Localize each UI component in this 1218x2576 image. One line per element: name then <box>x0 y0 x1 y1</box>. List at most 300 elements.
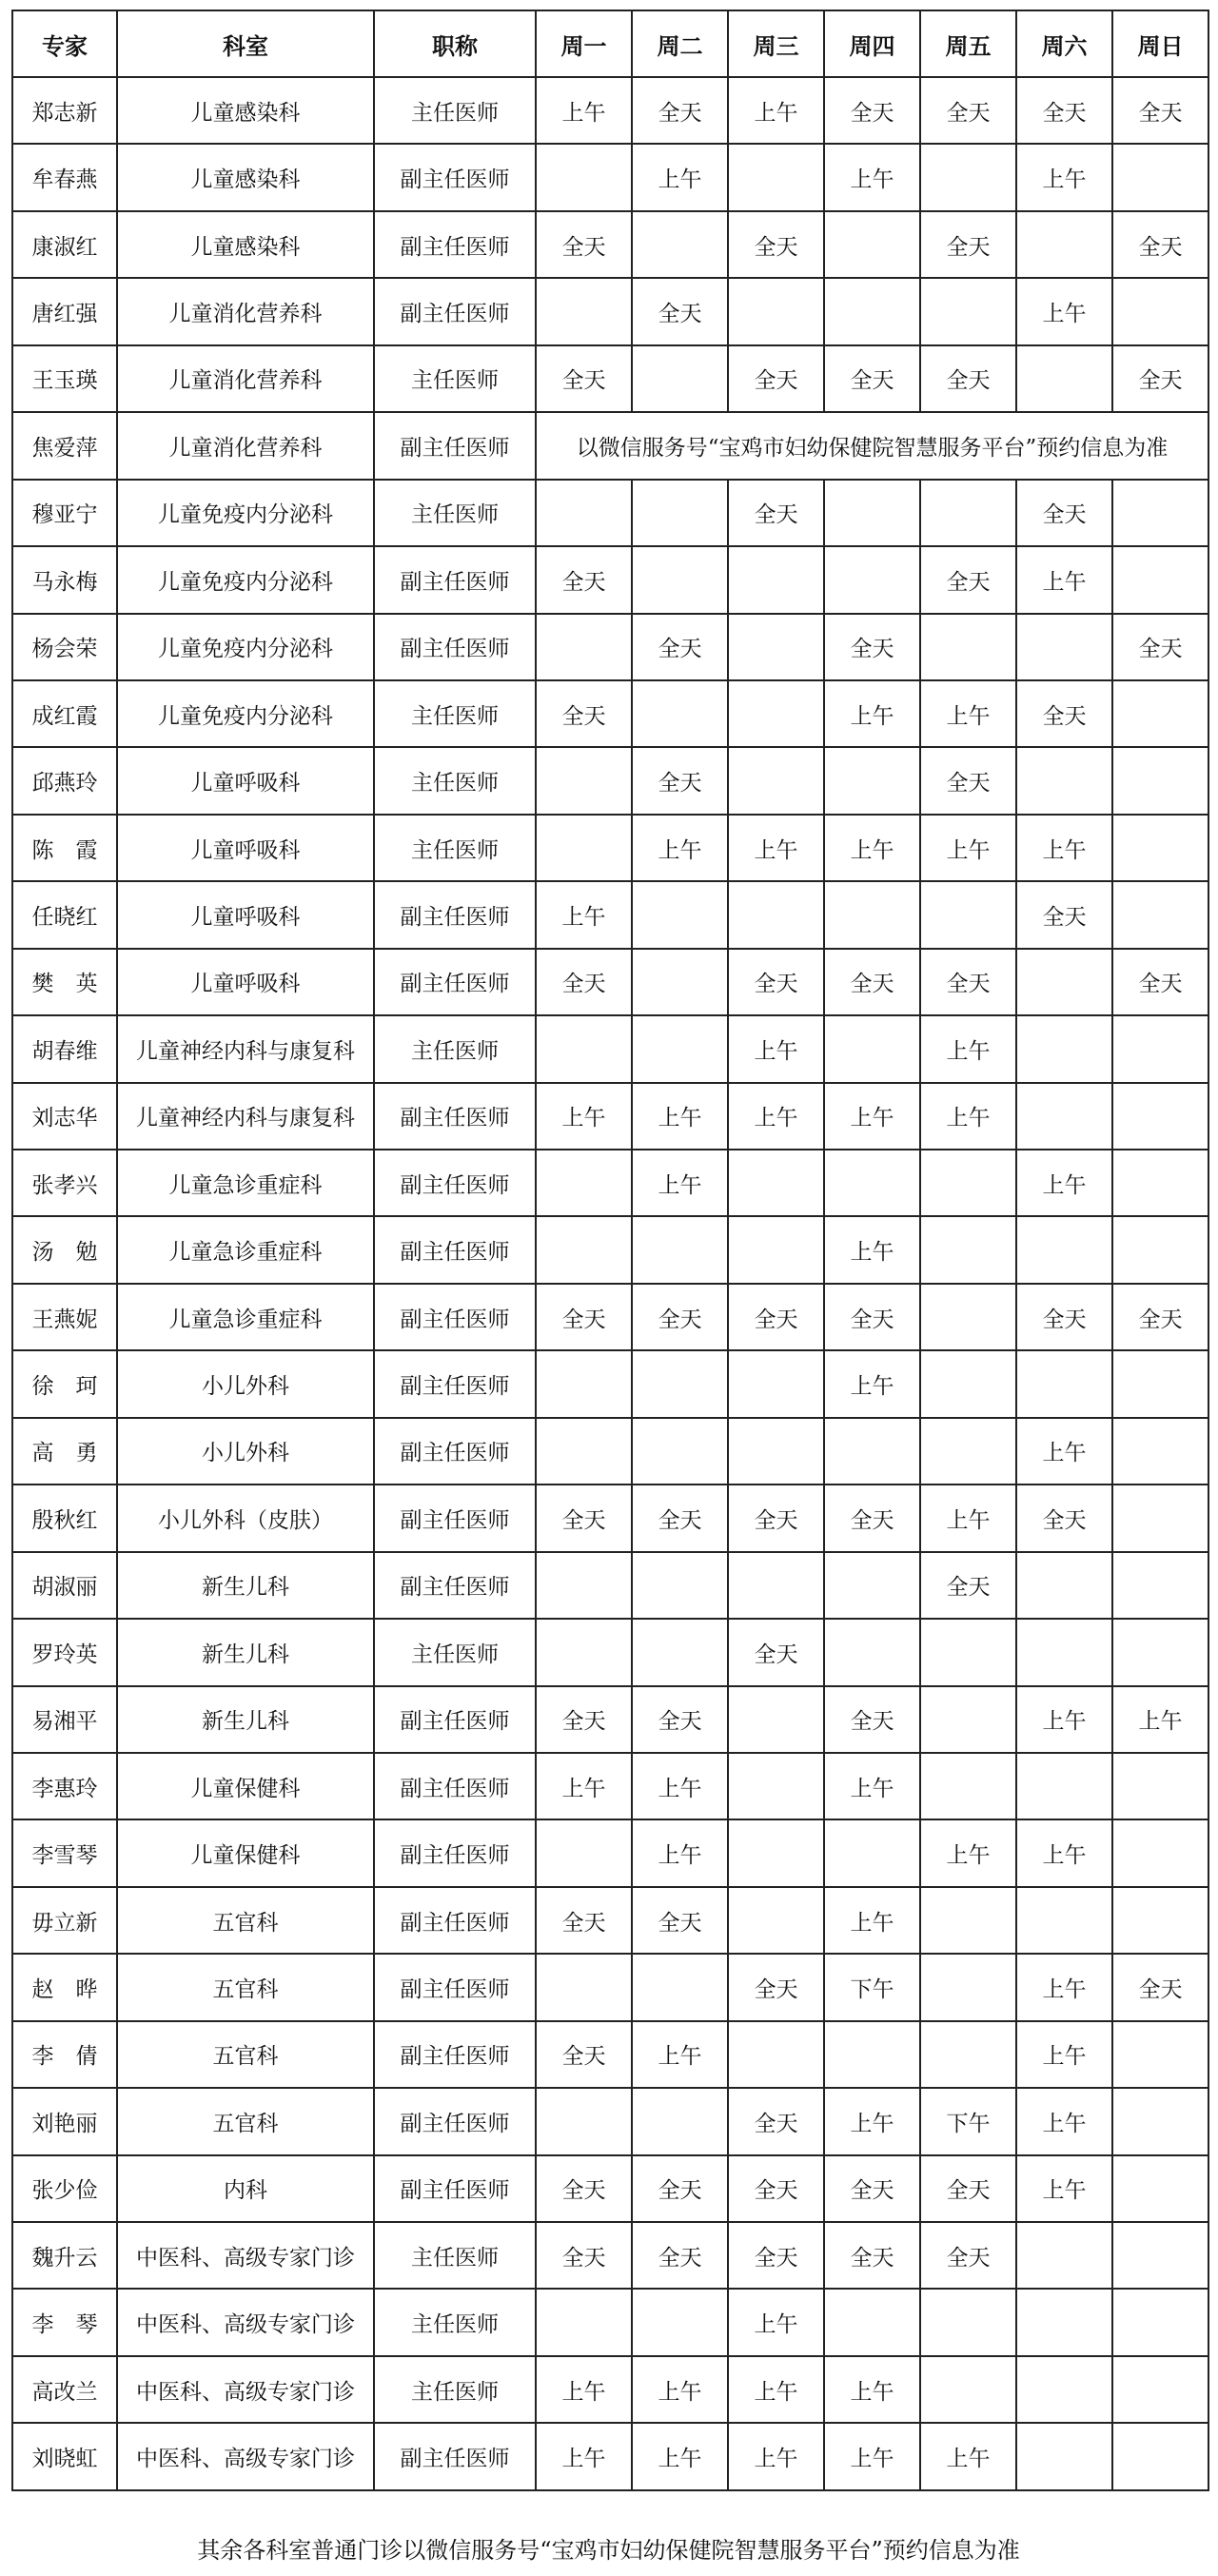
table-row <box>12 480 1208 546</box>
slot-monday <box>536 1552 632 1619</box>
table-row <box>12 1485 1208 1551</box>
header-department: 科室 <box>117 10 374 77</box>
slot-tuesday: 上午 <box>632 2021 728 2088</box>
slot-saturday: 上午 <box>1016 1150 1112 1216</box>
department: 儿童消化营养科 <box>117 278 374 344</box>
slot-sunday <box>1112 2423 1208 2489</box>
slot-saturday: 上午 <box>1016 815 1112 881</box>
slot-tuesday: 上午 <box>632 1819 728 1886</box>
slot-friday: 全天 <box>920 2155 1016 2222</box>
slot-tuesday: 上午 <box>632 1753 728 1819</box>
slot-thursday: 上午 <box>824 815 920 881</box>
slot-wednesday: 上午 <box>728 815 824 881</box>
table-row <box>12 1083 1208 1150</box>
slot-monday: 全天 <box>536 949 632 1015</box>
department: 儿童感染科 <box>117 144 374 210</box>
department: 儿童保健科 <box>117 1819 374 1886</box>
slot-saturday: 全天 <box>1016 881 1112 948</box>
title-rank: 副主任医师 <box>374 1216 536 1283</box>
table-row <box>12 2021 1208 2088</box>
table-header-row <box>12 10 1208 77</box>
slot-tuesday: 全天 <box>632 1887 728 1954</box>
title-rank: 副主任医师 <box>374 1819 536 1886</box>
table-row <box>12 1284 1208 1350</box>
slot-monday: 全天 <box>536 2155 632 2222</box>
slot-thursday <box>824 278 920 344</box>
slot-tuesday: 上午 <box>632 2356 728 2423</box>
slot-saturday: 上午 <box>1016 144 1112 210</box>
slot-thursday: 上午 <box>824 1216 920 1283</box>
slot-friday <box>920 278 1016 344</box>
department: 儿童急诊重症科 <box>117 1284 374 1350</box>
slot-friday: 全天 <box>920 747 1016 814</box>
slot-monday: 全天 <box>536 345 632 412</box>
slot-saturday <box>1016 345 1112 412</box>
department: 儿童呼吸科 <box>117 881 374 948</box>
expert-name: 唐红强 <box>12 278 117 344</box>
slot-thursday <box>824 1150 920 1216</box>
slot-tuesday: 全天 <box>632 77 728 144</box>
slot-monday: 全天 <box>536 1485 632 1551</box>
slot-thursday <box>824 881 920 948</box>
slot-wednesday: 上午 <box>728 2423 824 2489</box>
slot-thursday: 全天 <box>824 2222 920 2289</box>
slot-monday: 全天 <box>536 1686 632 1753</box>
slot-monday <box>536 1350 632 1417</box>
slot-tuesday <box>632 480 728 546</box>
expert-name: 李雪琴 <box>12 1819 117 1886</box>
slot-friday <box>920 2289 1016 2355</box>
slot-monday: 上午 <box>536 1753 632 1819</box>
expert-name: 胡淑丽 <box>12 1552 117 1619</box>
slot-tuesday <box>632 881 728 948</box>
title-rank: 副主任医师 <box>374 1485 536 1551</box>
expert-name: 李 倩 <box>12 2021 117 2088</box>
slot-monday: 上午 <box>536 77 632 144</box>
slot-saturday: 上午 <box>1016 1418 1112 1485</box>
slot-thursday: 全天 <box>824 614 920 680</box>
slot-tuesday: 全天 <box>632 1284 728 1350</box>
slot-wednesday: 全天 <box>728 2222 824 2289</box>
slot-monday: 上午 <box>536 1083 632 1150</box>
header-thursday: 周四 <box>824 10 920 77</box>
slot-tuesday: 全天 <box>632 747 728 814</box>
slot-wednesday: 全天 <box>728 949 824 1015</box>
slot-tuesday <box>632 1552 728 1619</box>
expert-name: 刘晓虹 <box>12 2423 117 2489</box>
slot-friday <box>920 2356 1016 2423</box>
expert-name: 任晓红 <box>12 881 117 948</box>
title-rank: 副主任医师 <box>374 412 536 479</box>
title-rank: 主任医师 <box>374 1015 536 1082</box>
slot-saturday: 上午 <box>1016 2021 1112 2088</box>
slot-friday: 全天 <box>920 949 1016 1015</box>
slot-sunday <box>1112 2222 1208 2289</box>
expert-name: 张少俭 <box>12 2155 117 2222</box>
table-row <box>12 1418 1208 1485</box>
slot-monday <box>536 1216 632 1283</box>
slot-thursday: 上午 <box>824 680 920 747</box>
slot-saturday <box>1016 1552 1112 1619</box>
title-rank: 主任医师 <box>374 1619 536 1685</box>
slot-tuesday <box>632 949 728 1015</box>
slot-monday <box>536 2088 632 2154</box>
slot-monday: 上午 <box>536 2356 632 2423</box>
table-row <box>12 680 1208 747</box>
slot-monday <box>536 1418 632 1485</box>
slot-tuesday <box>632 1954 728 2020</box>
slot-monday: 全天 <box>536 1284 632 1350</box>
slot-tuesday: 上午 <box>632 1083 728 1150</box>
slot-thursday: 全天 <box>824 1686 920 1753</box>
expert-schedule-table <box>11 10 1209 2491</box>
table-row <box>12 2423 1208 2489</box>
slot-thursday: 上午 <box>824 1083 920 1150</box>
slot-friday: 全天 <box>920 345 1016 412</box>
slot-tuesday <box>632 1015 728 1082</box>
department: 儿童呼吸科 <box>117 815 374 881</box>
slot-thursday <box>824 1552 920 1619</box>
slot-wednesday <box>728 614 824 680</box>
slot-sunday <box>1112 1887 1208 1954</box>
title-rank: 副主任医师 <box>374 1150 536 1216</box>
slot-tuesday <box>632 2088 728 2154</box>
department: 新生儿科 <box>117 1686 374 1753</box>
slot-friday <box>920 881 1016 948</box>
department: 儿童神经内科与康复科 <box>117 1015 374 1082</box>
slot-wednesday: 全天 <box>728 345 824 412</box>
slot-friday: 上午 <box>920 1485 1016 1551</box>
table-row <box>12 1015 1208 1082</box>
table-row <box>12 1350 1208 1417</box>
slot-tuesday <box>632 1418 728 1485</box>
table-row <box>12 2088 1208 2154</box>
slot-sunday <box>1112 480 1208 546</box>
slot-thursday: 上午 <box>824 144 920 210</box>
slot-sunday <box>1112 278 1208 344</box>
expert-name: 罗玲英 <box>12 1619 117 1685</box>
slot-saturday: 上午 <box>1016 1819 1112 1886</box>
table-row <box>12 949 1208 1015</box>
slot-sunday <box>1112 1350 1208 1417</box>
expert-name: 康淑红 <box>12 211 117 278</box>
title-rank: 副主任医师 <box>374 1686 536 1753</box>
header-saturday: 周六 <box>1016 10 1112 77</box>
slot-thursday: 上午 <box>824 2088 920 2154</box>
slot-saturday: 上午 <box>1016 1954 1112 2020</box>
slot-wednesday: 全天 <box>728 1954 824 2020</box>
slot-friday: 全天 <box>920 77 1016 144</box>
slot-wednesday: 全天 <box>728 2088 824 2154</box>
title-rank: 副主任医师 <box>374 1418 536 1485</box>
expert-name: 成红霞 <box>12 680 117 747</box>
department: 儿童感染科 <box>117 77 374 144</box>
slot-sunday <box>1112 1485 1208 1551</box>
slot-monday <box>536 1819 632 1886</box>
expert-name: 徐 珂 <box>12 1350 117 1417</box>
slot-saturday: 全天 <box>1016 680 1112 747</box>
table-row <box>12 1887 1208 1954</box>
slot-wednesday <box>728 1216 824 1283</box>
slot-saturday: 全天 <box>1016 1284 1112 1350</box>
department: 儿童感染科 <box>117 211 374 278</box>
slot-thursday: 全天 <box>824 949 920 1015</box>
table-row <box>12 1619 1208 1685</box>
slot-wednesday <box>728 1887 824 1954</box>
slot-monday <box>536 1015 632 1082</box>
title-rank: 副主任医师 <box>374 2155 536 2222</box>
table-row <box>12 144 1208 210</box>
slot-thursday: 全天 <box>824 1485 920 1551</box>
slot-thursday: 上午 <box>824 2423 920 2489</box>
department: 儿童消化营养科 <box>117 345 374 412</box>
title-rank: 副主任医师 <box>374 2021 536 2088</box>
slot-saturday <box>1016 2356 1112 2423</box>
title-rank: 主任医师 <box>374 680 536 747</box>
slot-friday <box>920 2021 1016 2088</box>
slot-friday <box>920 1418 1016 1485</box>
expert-name: 穆亚宁 <box>12 480 117 546</box>
slot-thursday <box>824 2021 920 2088</box>
title-rank: 主任医师 <box>374 2289 536 2355</box>
slot-saturday <box>1016 1753 1112 1819</box>
slot-monday <box>536 815 632 881</box>
slot-friday <box>920 480 1016 546</box>
slot-saturday <box>1016 2289 1112 2355</box>
slot-sunday <box>1112 2289 1208 2355</box>
slot-thursday: 上午 <box>824 1753 920 1819</box>
slot-wednesday <box>728 747 824 814</box>
slot-sunday: 全天 <box>1112 1954 1208 2020</box>
expert-name: 焦爱萍 <box>12 412 117 479</box>
slot-wednesday: 全天 <box>728 480 824 546</box>
slot-thursday: 全天 <box>824 2155 920 2222</box>
department: 儿童保健科 <box>117 1753 374 1819</box>
table-row <box>12 1753 1208 1819</box>
slot-sunday <box>1112 1552 1208 1619</box>
table-row <box>12 2356 1208 2423</box>
slot-wednesday <box>728 1150 824 1216</box>
slot-thursday <box>824 546 920 613</box>
slot-sunday <box>1112 1150 1208 1216</box>
slot-tuesday <box>632 1350 728 1417</box>
slot-saturday <box>1016 2222 1112 2289</box>
expert-name: 李 琴 <box>12 2289 117 2355</box>
expert-name: 陈 霞 <box>12 815 117 881</box>
slot-monday: 全天 <box>536 211 632 278</box>
slot-tuesday <box>632 211 728 278</box>
slot-wednesday: 上午 <box>728 77 824 144</box>
department: 内科 <box>117 2155 374 2222</box>
department: 五官科 <box>117 1954 374 2020</box>
slot-wednesday: 上午 <box>728 1015 824 1082</box>
department: 小儿外科 <box>117 1418 374 1485</box>
slot-friday <box>920 1753 1016 1819</box>
slot-saturday: 上午 <box>1016 2088 1112 2154</box>
department: 儿童呼吸科 <box>117 949 374 1015</box>
title-rank: 副主任医师 <box>374 1552 536 1619</box>
title-rank: 主任医师 <box>374 345 536 412</box>
slot-saturday <box>1016 1216 1112 1283</box>
table-row <box>12 278 1208 344</box>
header-title: 职称 <box>374 10 536 77</box>
slot-thursday <box>824 1819 920 1886</box>
slot-saturday: 上午 <box>1016 1686 1112 1753</box>
slot-wednesday <box>728 680 824 747</box>
slot-friday <box>920 614 1016 680</box>
slot-wednesday: 全天 <box>728 1485 824 1551</box>
slot-friday: 上午 <box>920 1819 1016 1886</box>
department: 儿童急诊重症科 <box>117 1216 374 1283</box>
slot-thursday: 全天 <box>824 77 920 144</box>
slot-sunday: 全天 <box>1112 614 1208 680</box>
slot-sunday <box>1112 1819 1208 1886</box>
slot-saturday <box>1016 1619 1112 1685</box>
table-row <box>12 881 1208 948</box>
slot-friday <box>920 1954 1016 2020</box>
title-rank: 副主任医师 <box>374 546 536 613</box>
slot-wednesday <box>728 1686 824 1753</box>
slot-saturday <box>1016 614 1112 680</box>
title-rank: 副主任医师 <box>374 614 536 680</box>
slot-tuesday <box>632 680 728 747</box>
slot-saturday <box>1016 1887 1112 1954</box>
slot-tuesday: 全天 <box>632 2155 728 2222</box>
title-rank: 副主任医师 <box>374 1887 536 1954</box>
slot-wednesday: 上午 <box>728 2289 824 2355</box>
slot-sunday <box>1112 1216 1208 1283</box>
slot-monday: 上午 <box>536 2423 632 2489</box>
expert-name: 邱燕玲 <box>12 747 117 814</box>
title-rank: 副主任医师 <box>374 949 536 1015</box>
slot-sunday <box>1112 2021 1208 2088</box>
slot-friday: 上午 <box>920 1015 1016 1082</box>
table-row <box>12 2222 1208 2289</box>
slot-thursday: 上午 <box>824 1350 920 1417</box>
slot-friday: 全天 <box>920 546 1016 613</box>
table-row <box>12 1216 1208 1283</box>
department: 新生儿科 <box>117 1552 374 1619</box>
slot-sunday: 全天 <box>1112 949 1208 1015</box>
slot-saturday: 全天 <box>1016 1485 1112 1551</box>
slot-sunday: 全天 <box>1112 77 1208 144</box>
slot-friday: 上午 <box>920 815 1016 881</box>
slot-saturday <box>1016 1015 1112 1082</box>
slot-friday: 全天 <box>920 1552 1016 1619</box>
slot-sunday <box>1112 546 1208 613</box>
slot-tuesday <box>632 2289 728 2355</box>
title-rank: 主任医师 <box>374 77 536 144</box>
slot-saturday: 全天 <box>1016 480 1112 546</box>
department: 儿童免疫内分泌科 <box>117 680 374 747</box>
title-rank: 主任医师 <box>374 2222 536 2289</box>
expert-name: 郑志新 <box>12 77 117 144</box>
slot-monday <box>536 2289 632 2355</box>
table-row <box>12 815 1208 881</box>
slot-saturday <box>1016 211 1112 278</box>
expert-name: 王玉瑛 <box>12 345 117 412</box>
slot-wednesday: 上午 <box>728 2356 824 2423</box>
slot-tuesday: 全天 <box>632 278 728 344</box>
expert-name: 高改兰 <box>12 2356 117 2423</box>
department: 儿童消化营养科 <box>117 412 374 479</box>
slot-friday <box>920 1150 1016 1216</box>
slot-wednesday <box>728 881 824 948</box>
slot-sunday <box>1112 1015 1208 1082</box>
expert-name: 殷秋红 <box>12 1485 117 1551</box>
slot-wednesday: 全天 <box>728 2155 824 2222</box>
slot-friday <box>920 144 1016 210</box>
footer-note: 其余各科室普通门诊以微信服务号“宝鸡市妇幼保健院智慧服务平台”预约信息为准 <box>197 2537 1020 2564</box>
slot-tuesday <box>632 546 728 613</box>
department: 儿童呼吸科 <box>117 747 374 814</box>
slot-monday <box>536 1619 632 1685</box>
slot-sunday: 上午 <box>1112 1686 1208 1753</box>
slot-saturday: 上午 <box>1016 2155 1112 2222</box>
department: 中医科、高级专家门诊 <box>117 2423 374 2489</box>
expert-name: 刘艳丽 <box>12 2088 117 2154</box>
slot-thursday: 上午 <box>824 1887 920 1954</box>
table-row <box>12 412 1208 479</box>
title-rank: 副主任医师 <box>374 211 536 278</box>
header-sunday: 周日 <box>1112 10 1208 77</box>
department: 中医科、高级专家门诊 <box>117 2222 374 2289</box>
slot-sunday: 全天 <box>1112 1284 1208 1350</box>
table-row <box>12 546 1208 613</box>
expert-name: 易湘平 <box>12 1686 117 1753</box>
department: 新生儿科 <box>117 1619 374 1685</box>
header-expert: 专家 <box>12 10 117 77</box>
slot-saturday <box>1016 747 1112 814</box>
slot-monday <box>536 1150 632 1216</box>
slot-saturday <box>1016 2423 1112 2489</box>
title-rank: 副主任医师 <box>374 1753 536 1819</box>
title-rank: 副主任医师 <box>374 2088 536 2154</box>
title-rank: 副主任医师 <box>374 1284 536 1350</box>
slot-monday: 全天 <box>536 1887 632 1954</box>
slot-sunday <box>1112 815 1208 881</box>
slot-tuesday: 全天 <box>632 614 728 680</box>
table-row <box>12 1552 1208 1619</box>
slot-tuesday: 全天 <box>632 1485 728 1551</box>
slot-thursday <box>824 2289 920 2355</box>
title-rank: 副主任医师 <box>374 144 536 210</box>
table-row <box>12 1686 1208 1753</box>
slot-wednesday: 上午 <box>728 1083 824 1150</box>
slot-monday: 全天 <box>536 2222 632 2289</box>
slot-monday: 全天 <box>536 2021 632 2088</box>
header-monday: 周一 <box>536 10 632 77</box>
table-row <box>12 345 1208 412</box>
slot-friday <box>920 1284 1016 1350</box>
slot-sunday <box>1112 2356 1208 2423</box>
slot-thursday: 全天 <box>824 1284 920 1350</box>
slot-monday <box>536 278 632 344</box>
title-rank: 主任医师 <box>374 747 536 814</box>
slot-friday: 下午 <box>920 2088 1016 2154</box>
slot-tuesday: 全天 <box>632 2222 728 2289</box>
slot-tuesday <box>632 345 728 412</box>
table-row <box>12 1954 1208 2020</box>
table-row <box>12 747 1208 814</box>
slot-friday: 上午 <box>920 680 1016 747</box>
department: 儿童免疫内分泌科 <box>117 480 374 546</box>
table-row <box>12 211 1208 278</box>
slot-thursday: 全天 <box>824 345 920 412</box>
slot-friday <box>920 1686 1016 1753</box>
title-rank: 主任医师 <box>374 815 536 881</box>
table-row <box>12 1819 1208 1886</box>
